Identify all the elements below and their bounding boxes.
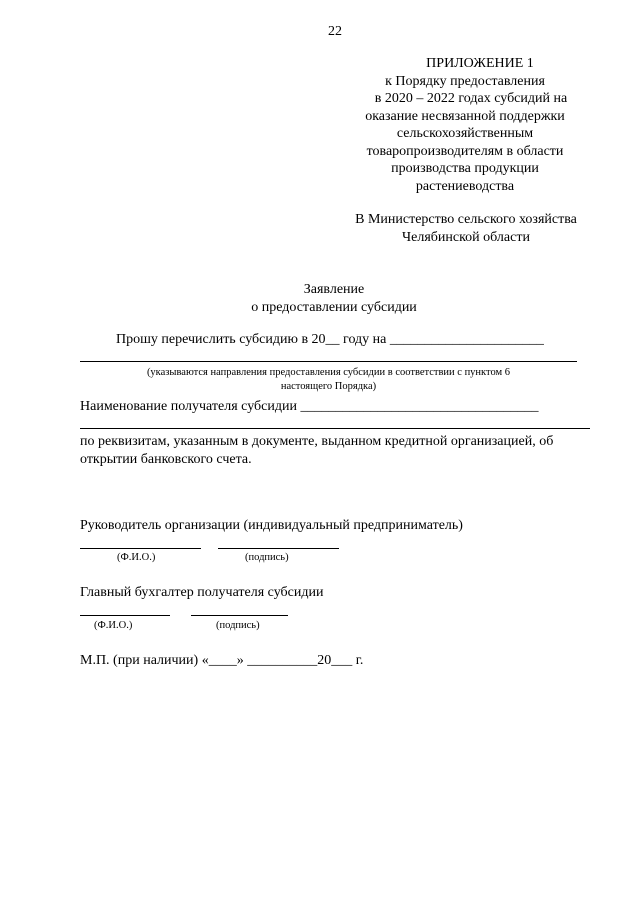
direction-note-line2: настоящего Порядка) [280, 381, 377, 392]
accountant-fio-caption: (Ф.И.О.) [94, 620, 133, 631]
appendix-line: производства продукции [391, 161, 539, 176]
head-sign-line [218, 548, 339, 549]
addressee-line1: В Министерство сельского хозяйства [355, 212, 577, 227]
appendix-line: к Порядку предоставления [385, 73, 545, 89]
appendix-line: растениеводства [415, 178, 515, 194]
direction-blank-line [80, 361, 577, 362]
recipient-blank-line [80, 428, 590, 429]
appendix-line: товаропроизводителям в области [366, 143, 564, 159]
document-title-line1: Заявление [303, 282, 365, 297]
direction-note [80, 366, 577, 394]
head-signature-label: Руководитель организации (индивидуальный предприниматель) [80, 518, 463, 533]
addressee-line2: Челябинской области [402, 229, 530, 245]
appendix-line: сельскохозяйственным [396, 126, 534, 141]
appendix-line: в 2020 – 2022 годах субсидий на [374, 91, 568, 106]
direction-note-line1: (указываются направления предоставления субсидии в соответствии с пунктом 6 [146, 367, 511, 378]
document-title [200, 281, 468, 316]
recipient-label: Наименование получателя субсидии __________________________________ [80, 399, 539, 414]
bank-details-line2: открытии банковского счета. [80, 452, 252, 467]
bank-details [80, 433, 553, 469]
accountant-sign-line [191, 615, 288, 616]
stamp-date-line: М.П. (при наличии) «____» __________20___ г. [80, 653, 364, 668]
head-fio-caption: (Ф.И.О.) [117, 552, 156, 563]
addressee-block [330, 211, 602, 246]
page-number: 22 [328, 24, 342, 39]
request-text: Прошу перечислить субсидию в 20__ году на ______________________ [116, 332, 544, 347]
accountant-sign-caption: (подпись) [216, 620, 260, 631]
accountant-signature-label: Главный бухгалтер получателя субсидии [80, 585, 324, 600]
head-fio-line [80, 548, 201, 549]
appendix-line: оказание несвязанной поддержки [365, 108, 565, 124]
accountant-fio-line [80, 615, 170, 616]
appendix-title: ПРИЛОЖЕНИЕ 1 [426, 56, 534, 71]
bank-details-line1: по реквизитам, указанным в документе, выданном кредитной организацией, об [80, 434, 554, 449]
appendix-block [345, 55, 585, 195]
document-title-line2: о предоставлении субсидии [251, 299, 417, 315]
head-sign-caption: (подпись) [245, 552, 289, 563]
